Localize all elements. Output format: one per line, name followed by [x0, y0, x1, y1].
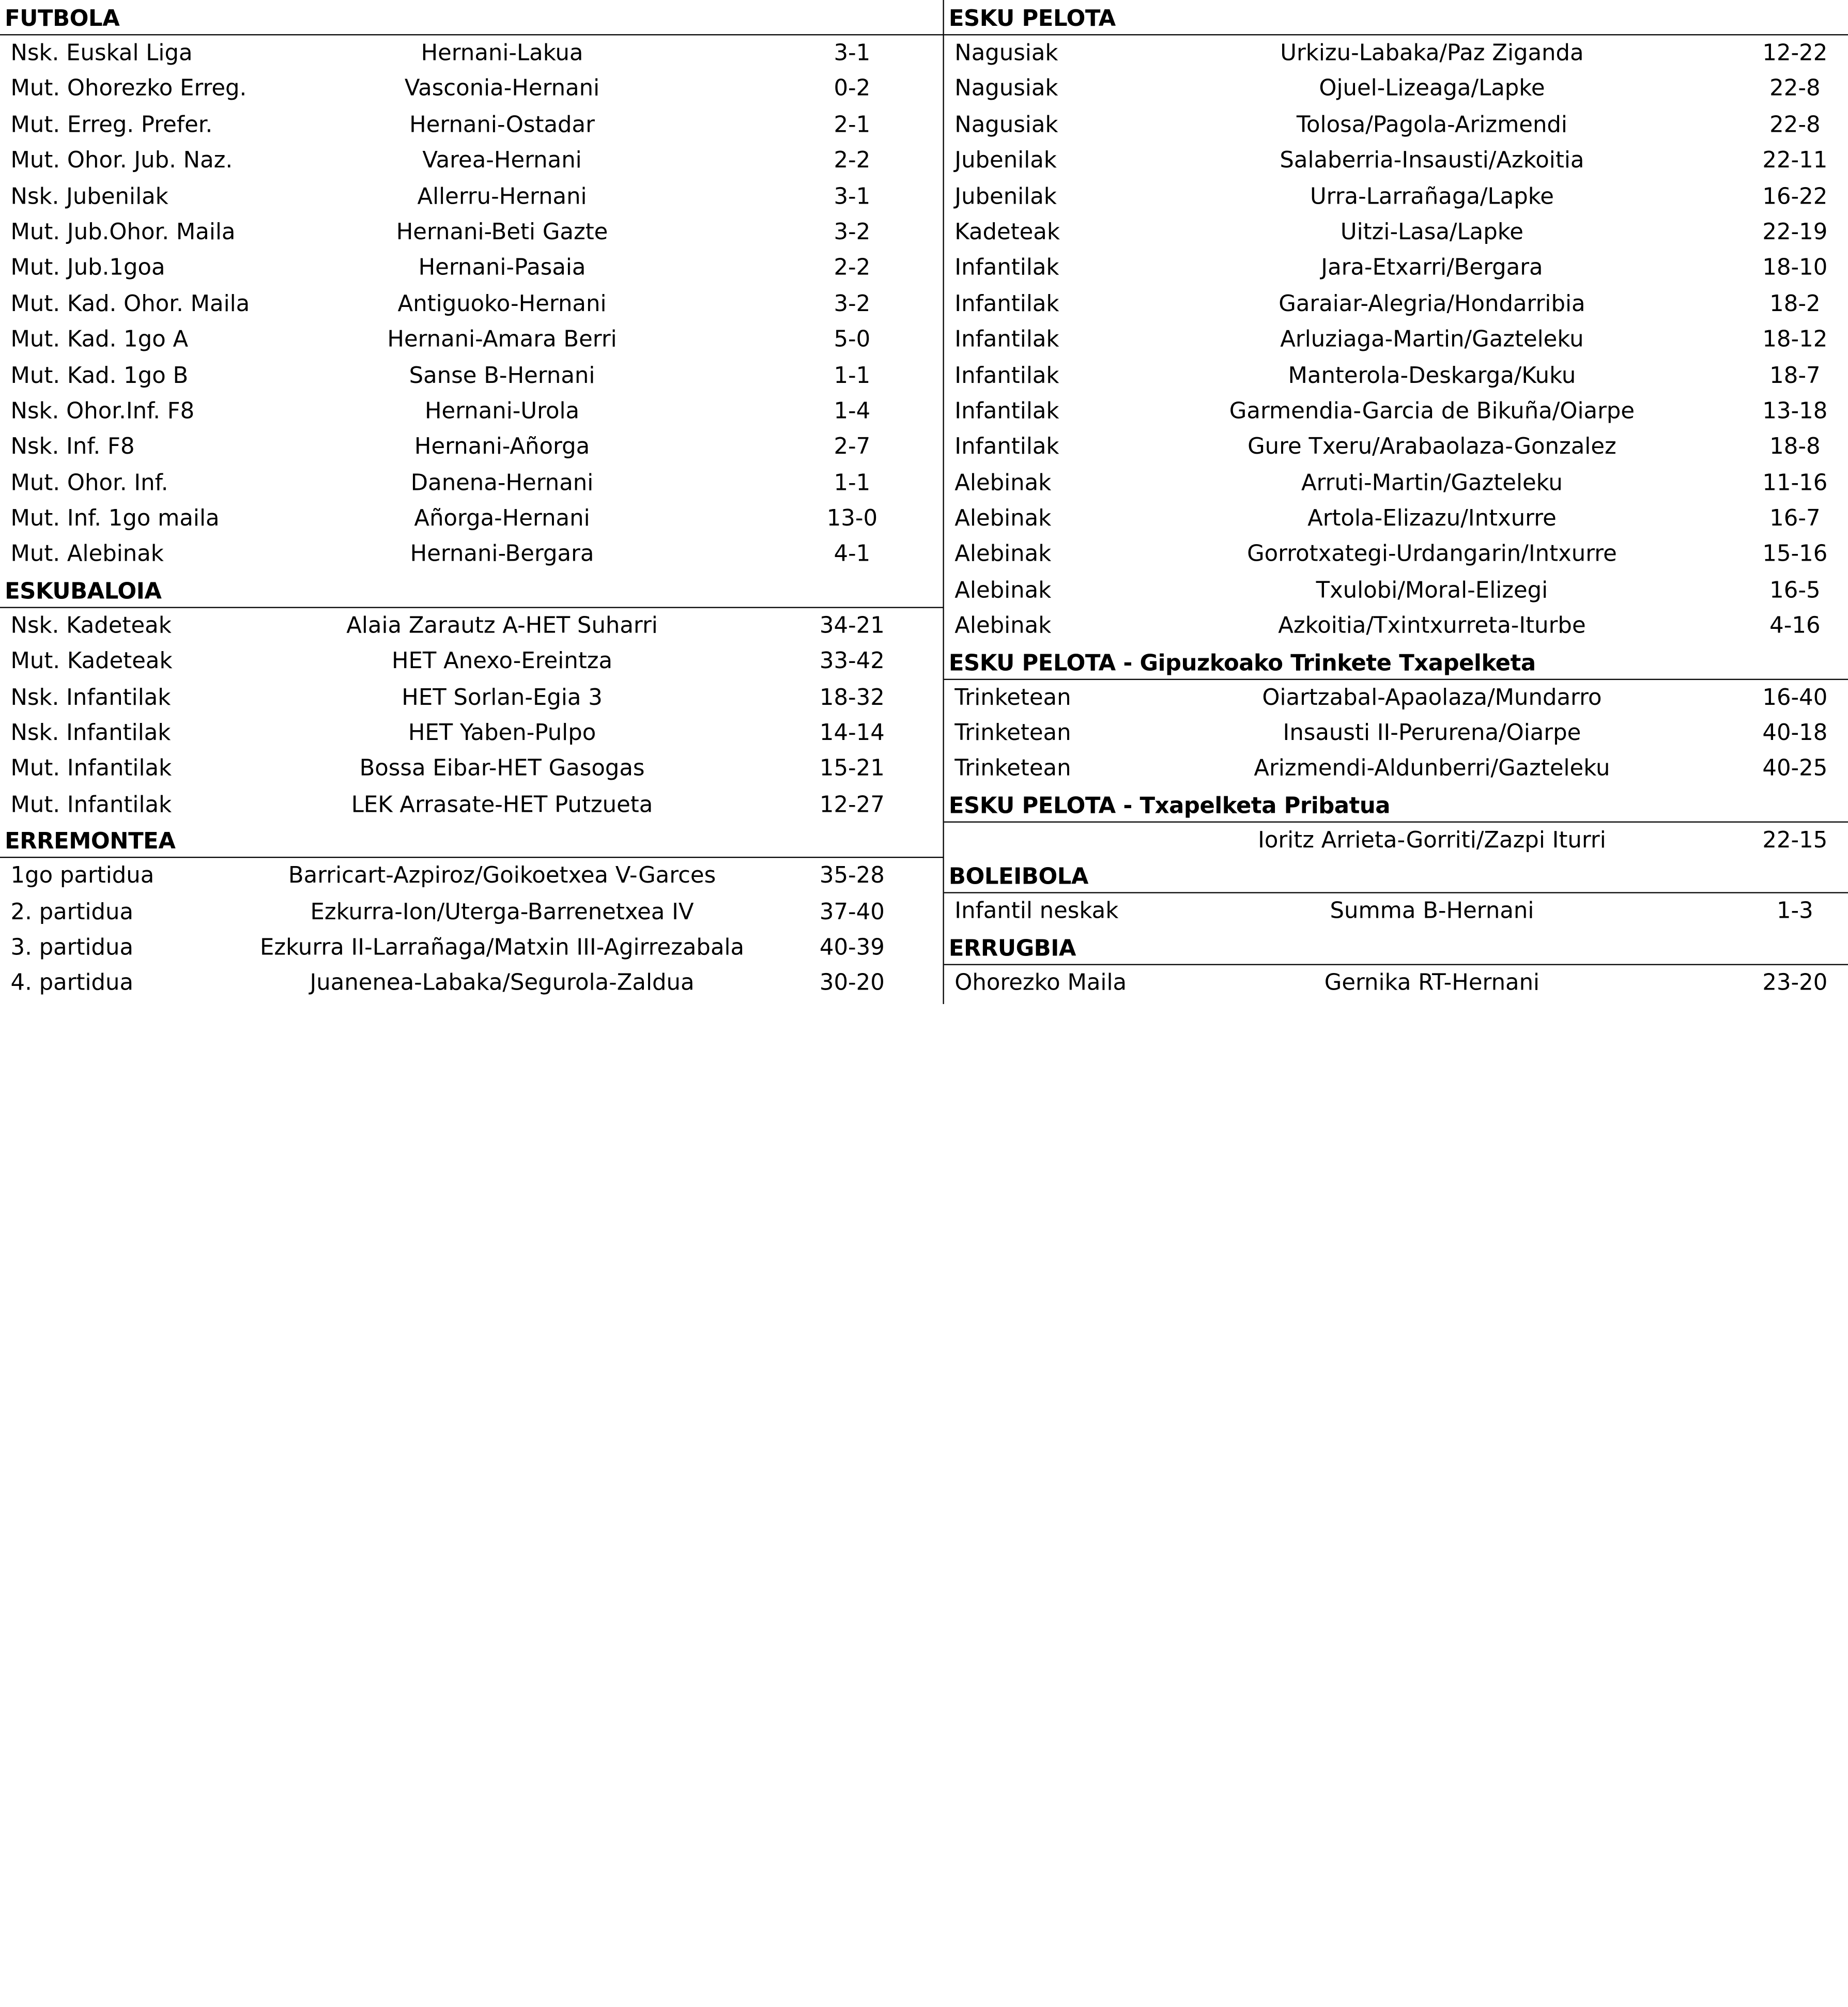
score-cell: 22-8	[1769, 112, 1821, 138]
result-row	[944, 107, 1848, 143]
category-cell: Nsk. Jubenilak	[10, 183, 168, 209]
score-cell: 12-27	[819, 792, 885, 818]
match-cell: Ojuel-Lizeaga/Lapke	[1319, 75, 1545, 102]
category-cell: 4. partidua	[10, 970, 134, 996]
score-cell: 2-1	[834, 112, 871, 138]
result-row	[0, 644, 943, 680]
result-row	[0, 465, 943, 501]
result-row	[944, 322, 1848, 358]
right-column	[944, 0, 1848, 1004]
score-cell: 15-16	[1762, 541, 1828, 568]
match-cell: Insausti II-Perurena/Oiarpe	[1283, 720, 1581, 746]
score-cell: 22-15	[1762, 827, 1828, 853]
result-row	[944, 893, 1848, 929]
score-cell: 13-0	[826, 505, 878, 532]
category-cell: Mut. Infantilak	[10, 755, 172, 782]
match-cell: Hernani-Añorga	[414, 434, 590, 460]
category-cell: Mut. Kad. Ohor. Maila	[10, 290, 250, 317]
section-title-boleibola: BOLEIBOLA	[944, 858, 1848, 893]
match-cell: Manterola-Deskarga/Kuku	[1288, 362, 1576, 389]
result-row	[0, 35, 943, 71]
category-cell: Nsk. Euskal Liga	[10, 40, 193, 66]
score-cell: 30-20	[819, 970, 885, 996]
match-cell: Urkizu-Labaka/Paz Ziganda	[1280, 40, 1584, 66]
score-cell: 0-2	[834, 75, 871, 102]
score-cell: 34-21	[819, 612, 885, 639]
score-cell: 4-16	[1769, 613, 1821, 639]
result-row	[0, 71, 943, 107]
match-cell: HET Yaben-Pulpo	[408, 720, 596, 746]
category-cell: Infantilak	[954, 362, 1059, 389]
match-cell: Gure Txeru/Arabaolaza-Gonzalez	[1248, 434, 1616, 460]
category-cell: Alebinak	[954, 541, 1052, 568]
result-row	[0, 894, 943, 930]
category-cell: Jubenilak	[954, 147, 1057, 174]
result-row	[944, 965, 1848, 1000]
category-cell: Trinketean	[954, 755, 1071, 782]
result-row	[0, 537, 943, 573]
score-cell: 16-5	[1769, 577, 1821, 604]
category-cell: Alebinak	[954, 613, 1052, 639]
result-row	[0, 429, 943, 465]
match-cell: Añorga-Hernani	[414, 505, 590, 532]
result-row	[0, 751, 943, 787]
category-cell: Nsk. Kadeteak	[10, 612, 172, 639]
category-cell: Infantilak	[954, 327, 1059, 353]
section-title-esku-pelota: ESKU PELOTA	[944, 0, 1848, 35]
score-cell: 3-1	[834, 40, 871, 66]
score-cell: 18-10	[1762, 255, 1828, 281]
category-cell: Nsk. Infantilak	[10, 720, 171, 746]
category-cell: Mut. Jub.Ohor. Maila	[10, 219, 236, 245]
match-cell: Txulobi/Moral-Elizegi	[1316, 577, 1548, 604]
section-title-errugbia: ERRUGBIA	[944, 929, 1848, 964]
match-cell: HET Anexo-Ereintza	[391, 648, 613, 675]
result-row	[0, 608, 943, 643]
match-cell: Garmendia-Garcia de Bikuña/Oiarpe	[1229, 398, 1635, 424]
category-cell: Infantilak	[954, 290, 1059, 317]
score-cell: 18-2	[1769, 290, 1821, 317]
match-cell: Hernani-Bergara	[410, 541, 594, 568]
section-title-eskubaloia: ESKUBALOIA	[0, 573, 943, 608]
match-cell: Tolosa/Pagola-Arizmendi	[1296, 112, 1567, 138]
match-cell: Antiguoko-Hernani	[397, 290, 607, 317]
match-cell: Sanse B-Hernani	[409, 362, 595, 389]
result-row	[944, 250, 1848, 286]
result-row	[0, 107, 943, 143]
category-cell: Mut. Ohor. Jub. Naz.	[10, 147, 233, 174]
match-cell: HET Sorlan-Egia 3	[402, 684, 603, 711]
match-cell: Juanenea-Labaka/Segurola-Zaldua	[310, 970, 695, 996]
category-cell: Mut. Kad. 1go A	[10, 327, 189, 353]
match-cell: Azkoitia/Txintxurreta-Iturbe	[1278, 613, 1586, 639]
score-cell: 11-16	[1762, 470, 1828, 496]
result-row	[944, 394, 1848, 429]
match-cell: Hernani-Amara Berri	[387, 327, 617, 353]
score-cell: 23-20	[1762, 969, 1828, 996]
category-cell: Nagusiak	[954, 112, 1058, 138]
category-cell: Nsk. Inf. F8	[10, 434, 135, 460]
score-cell: 35-28	[819, 862, 885, 889]
score-cell: 1-1	[834, 362, 871, 389]
match-cell: LEK Arrasate-HET Putzueta	[351, 792, 653, 818]
category-cell: Mut. Infantilak	[10, 792, 172, 818]
score-cell: 3-1	[834, 183, 871, 209]
score-cell: 18-7	[1769, 362, 1821, 389]
match-cell: Urra-Larrañaga/Lapke	[1310, 183, 1554, 209]
score-cell: 2-2	[834, 255, 871, 281]
result-row	[944, 465, 1848, 501]
category-cell: Jubenilak	[954, 183, 1057, 209]
score-cell: 2-7	[834, 434, 871, 460]
score-cell: 14-14	[819, 720, 885, 746]
score-cell: 22-19	[1762, 219, 1828, 245]
match-cell: Jara-Etxarri/Bergara	[1321, 255, 1543, 281]
section-title-erremontea: ERREMONTEA	[0, 823, 943, 858]
result-row	[0, 787, 943, 823]
match-cell: Vasconia-Hernani	[404, 75, 600, 102]
match-cell: Uitzi-Lasa/Lapke	[1340, 219, 1523, 245]
score-cell: 16-22	[1762, 183, 1828, 209]
result-row	[944, 143, 1848, 178]
match-cell: Danena-Hernani	[410, 470, 594, 496]
category-cell: Nsk. Infantilak	[10, 684, 171, 711]
match-cell: Hernani-Lakua	[421, 40, 583, 66]
result-row	[944, 286, 1848, 322]
score-cell: 5-0	[834, 327, 871, 353]
match-cell: Hernani-Ostadar	[409, 112, 595, 138]
match-cell: Arruti-Martin/Gazteleku	[1301, 470, 1563, 496]
category-cell: Infantilak	[954, 434, 1059, 460]
result-row	[0, 322, 943, 358]
result-row	[944, 35, 1848, 71]
category-cell: Infantil neskak	[954, 898, 1119, 924]
score-cell: 16-7	[1769, 505, 1821, 532]
score-cell: 16-40	[1762, 684, 1828, 711]
score-cell: 1-3	[1776, 898, 1813, 924]
match-cell: Gorrotxategi-Urdangarin/Intxurre	[1247, 541, 1617, 568]
category-cell: Alebinak	[954, 577, 1052, 604]
left-column	[0, 0, 944, 1004]
category-cell: Mut. Kad. 1go B	[10, 362, 189, 389]
match-cell: Hernani-Urola	[424, 398, 580, 424]
category-cell: Infantilak	[954, 398, 1059, 424]
category-cell: Alebinak	[954, 505, 1052, 532]
result-row	[944, 537, 1848, 573]
score-cell: 13-18	[1762, 398, 1828, 424]
match-cell: Ezkurra II-Larrañaga/Matxin III-Agirrezabala	[259, 934, 745, 961]
result-row	[0, 966, 943, 1001]
score-cell: 40-25	[1762, 755, 1828, 782]
category-cell: 1go partidua	[10, 862, 155, 889]
result-row	[0, 286, 943, 322]
category-cell: Alebinak	[954, 470, 1052, 496]
category-cell: Trinketean	[954, 684, 1071, 711]
result-row	[944, 715, 1848, 751]
score-cell: 33-42	[819, 648, 885, 675]
score-cell: 18-12	[1762, 327, 1828, 353]
match-cell: Barricart-Azpiroz/Goikoetxea V-Garces	[288, 862, 716, 889]
score-cell: 1-4	[834, 398, 871, 424]
result-row	[0, 214, 943, 250]
result-row	[944, 358, 1848, 393]
score-cell: 22-11	[1762, 147, 1828, 174]
result-row	[0, 394, 943, 429]
result-row	[944, 573, 1848, 608]
result-row	[0, 358, 943, 393]
result-row	[0, 250, 943, 286]
category-cell: 2. partidua	[10, 899, 134, 925]
match-cell: Gernika RT-Hernani	[1324, 969, 1540, 996]
result-row	[0, 143, 943, 178]
match-cell: Arluziaga-Martin/Gazteleku	[1280, 327, 1584, 353]
result-row	[944, 71, 1848, 107]
score-cell: 18-8	[1769, 434, 1821, 460]
match-cell: Ezkurra-Ion/Uterga-Barrenetxea IV	[310, 899, 694, 925]
score-cell: 12-22	[1762, 40, 1828, 66]
result-row	[0, 715, 943, 751]
match-cell: Salaberria-Insausti/Azkoitia	[1280, 147, 1584, 174]
category-cell: Nagusiak	[954, 40, 1058, 66]
category-cell: Trinketean	[954, 720, 1071, 746]
category-cell: Mut. Alebinak	[10, 541, 164, 568]
result-row	[944, 608, 1848, 644]
section-title-esku-pelota-gipuzkoako-trinkete-txapelketa: ESKU PELOTA - Gipuzkoako Trinkete Txapelketa	[944, 644, 1848, 680]
category-cell: Ohorezko Maila	[954, 969, 1127, 996]
match-cell: Oiartzabal-Apaolaza/Mundarro	[1262, 684, 1602, 711]
result-row	[944, 429, 1848, 465]
category-cell: Mut. Inf. 1go maila	[10, 505, 220, 532]
match-cell: Varea-Hernani	[422, 147, 582, 174]
score-cell: 4-1	[834, 541, 871, 568]
result-row	[0, 930, 943, 965]
match-cell: Hernani-Beti Gazte	[396, 219, 608, 245]
result-row	[0, 680, 943, 715]
score-cell: 15-21	[819, 755, 885, 782]
match-cell: Arizmendi-Aldunberri/Gazteleku	[1254, 755, 1610, 782]
match-cell: Artola-Elizazu/Intxurre	[1307, 505, 1557, 532]
score-cell: 18-32	[819, 684, 885, 711]
section-title-futbola: FUTBOLA	[0, 0, 943, 35]
result-row	[0, 858, 943, 894]
result-row	[944, 680, 1848, 715]
category-cell: Nagusiak	[954, 75, 1058, 102]
category-cell: Mut. Kadeteak	[10, 648, 173, 675]
match-cell: Hernani-Pasaia	[418, 255, 586, 281]
match-cell: Garaiar-Alegria/Hondarribia	[1279, 290, 1585, 317]
category-cell: 3. partidua	[10, 934, 134, 961]
result-row	[944, 179, 1848, 214]
score-cell: 37-40	[819, 899, 885, 925]
match-cell: Bossa Eibar-HET Gasogas	[359, 755, 645, 782]
category-cell: Infantilak	[954, 255, 1059, 281]
result-row	[0, 501, 943, 536]
category-cell: Kadeteak	[954, 219, 1060, 245]
result-row	[944, 501, 1848, 536]
score-cell: 40-39	[819, 934, 885, 961]
section-title-esku-pelota-txapelketa-pribatua: ESKU PELOTA - Txapelketa Pribatua	[944, 787, 1848, 822]
result-row	[0, 179, 943, 214]
match-cell: Summa B-Hernani	[1330, 898, 1534, 924]
result-row	[944, 822, 1848, 858]
score-cell: 3-2	[834, 290, 871, 317]
category-cell: Nsk. Ohor.Inf. F8	[10, 398, 195, 424]
match-cell: Allerru-Hernani	[417, 183, 587, 209]
category-cell: Mut. Ohor. Inf.	[10, 470, 168, 496]
match-cell: Alaia Zarautz A-HET Suharri	[346, 612, 658, 639]
score-cell: 3-2	[834, 219, 871, 245]
score-cell: 40-18	[1762, 720, 1828, 746]
score-cell: 22-8	[1769, 75, 1821, 102]
category-cell: Mut. Jub.1goa	[10, 255, 165, 281]
score-cell: 2-2	[834, 147, 871, 174]
category-cell: Mut. Ohorezko Erreg.	[10, 75, 247, 102]
match-cell: Ioritz Arrieta-Gorriti/Zazpi Iturri	[1258, 827, 1606, 853]
category-cell: Mut. Erreg. Prefer.	[10, 112, 213, 138]
result-row	[944, 214, 1848, 250]
result-row	[944, 751, 1848, 787]
score-cell: 1-1	[834, 470, 871, 496]
